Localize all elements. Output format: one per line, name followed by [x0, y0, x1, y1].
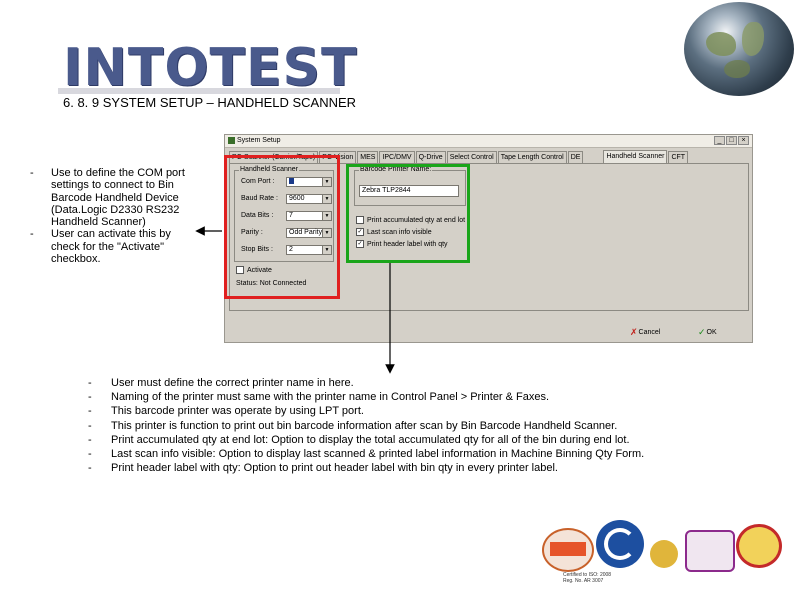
standards-badge: [542, 528, 594, 572]
com-port-label: Com Port :: [241, 178, 275, 185]
note-item: - This printer is function to print out bin barcode information after scan by Bin Barcode Handheld Scanner.: [88, 419, 618, 432]
tab-ipc-dmv[interactable]: IPC/DMV: [379, 151, 414, 163]
last-scan-info-checkbox[interactable]: ✓ Last scan info visible: [357, 228, 432, 236]
window-title: System Setup: [237, 137, 281, 144]
baud-rate-select[interactable]: 9600 ▼: [286, 194, 332, 204]
slide-title: 6. 8. 9 SYSTEM SETUP – HANDHELD SCANNER: [63, 95, 357, 110]
tab-cft[interactable]: CFT: [668, 151, 688, 163]
certification-badges: [540, 518, 788, 570]
tab-select-control[interactable]: Select Control: [447, 151, 497, 163]
tab-tape-length-control[interactable]: Tape Length Control: [498, 151, 567, 163]
chevron-down-icon: ▼: [322, 246, 331, 254]
brand-logo: INTOTEST: [63, 38, 358, 98]
award-badge: [650, 540, 678, 568]
maximize-icon[interactable]: □: [726, 136, 737, 145]
print-accumulated-qty-checkbox[interactable]: Print accumulated qty at end lot: [356, 216, 465, 224]
activate-checkbox[interactable]: Activate: [236, 266, 272, 274]
tab-pc-scanner[interactable]: PC-Scanner (Carrier/Tape): [229, 151, 318, 163]
description-item: - User can activate this by check for the "Activate" checkbox.: [30, 228, 171, 266]
tab-q-drive[interactable]: Q-Drive: [416, 151, 446, 163]
data-bits-select[interactable]: 7 ▼: [286, 211, 332, 221]
description-item: - Use to define the COM port settings to connect to Bin Barcode Handheld Device (Data.Logic D2330 RS232 Handheld Scanner): [30, 167, 185, 229]
tab-mes[interactable]: MES: [357, 151, 378, 163]
print-header-label-checkbox[interactable]: ✓ Print header label with qty: [357, 240, 448, 248]
cancel-button[interactable]: ✗ Cancel: [630, 327, 661, 337]
checkmark-icon: ✓: [357, 229, 363, 235]
parity-select[interactable]: Odd Parity ▼: [286, 228, 332, 238]
connection-status: Status: Not Connected: [236, 280, 307, 287]
note-item: - Naming of the printer must same with the printer name in Control Panel > Printer & Faxes.: [88, 391, 550, 404]
notes-list: [88, 376, 644, 475]
note-item: - Print header label with qty: Option to print out header label with bin qty in every printer label.: [88, 462, 558, 475]
tab-handheld-scanner[interactable]: Handheld Scanner: [603, 150, 667, 163]
tab-de[interactable]: DE: [568, 151, 584, 163]
minimize-icon[interactable]: _: [714, 136, 725, 145]
chevron-down-icon: ▼: [322, 178, 331, 186]
stop-bits-label: Stop Bits :: [241, 246, 273, 253]
stop-bits-select[interactable]: 2 ▼: [286, 245, 332, 255]
note-item: - User must define the correct printer name in here.: [88, 377, 354, 389]
chevron-down-icon: ▼: [322, 195, 331, 203]
note-item: - This barcode printer was operate by using LPT port.: [88, 405, 364, 418]
data-bits-label: Data Bits :: [241, 212, 274, 219]
parity-label: Parity :: [241, 229, 263, 236]
cancel-x-icon: ✗: [630, 327, 638, 337]
barcode-printer-legend: Barcode Printer Name:: [360, 166, 432, 173]
handheld-scanner-legend: Handheld Scanner: [240, 166, 298, 173]
certification-text: Certified to ISO: 2008 Reg. No. AR 3007: [563, 572, 612, 584]
iso-badge: [596, 520, 644, 568]
sme-badge: [685, 530, 735, 572]
close-icon[interactable]: ×: [738, 136, 749, 145]
ok-button[interactable]: ✓ OK: [698, 327, 717, 337]
chevron-down-icon: ▼: [322, 212, 331, 220]
note-item: - Last scan info visible: Option to display last scanned & printed label information in Machine Binning Qty Form.: [88, 448, 645, 461]
baud-rate-label: Baud Rate :: [241, 195, 278, 202]
check-icon: ✓: [698, 327, 706, 337]
checkmark-icon: ✓: [357, 241, 363, 247]
note-item: - Print accumulated qty at end lot: Option to display the total accumulated qty for all of the bin during end lot.: [88, 433, 630, 446]
chevron-down-icon: ▼: [322, 229, 331, 237]
tab-pc-vision[interactable]: PC-Vision: [319, 151, 356, 163]
printer-name-input[interactable]: Zebra TLP2844: [359, 185, 459, 197]
seal-badge: [736, 524, 782, 568]
